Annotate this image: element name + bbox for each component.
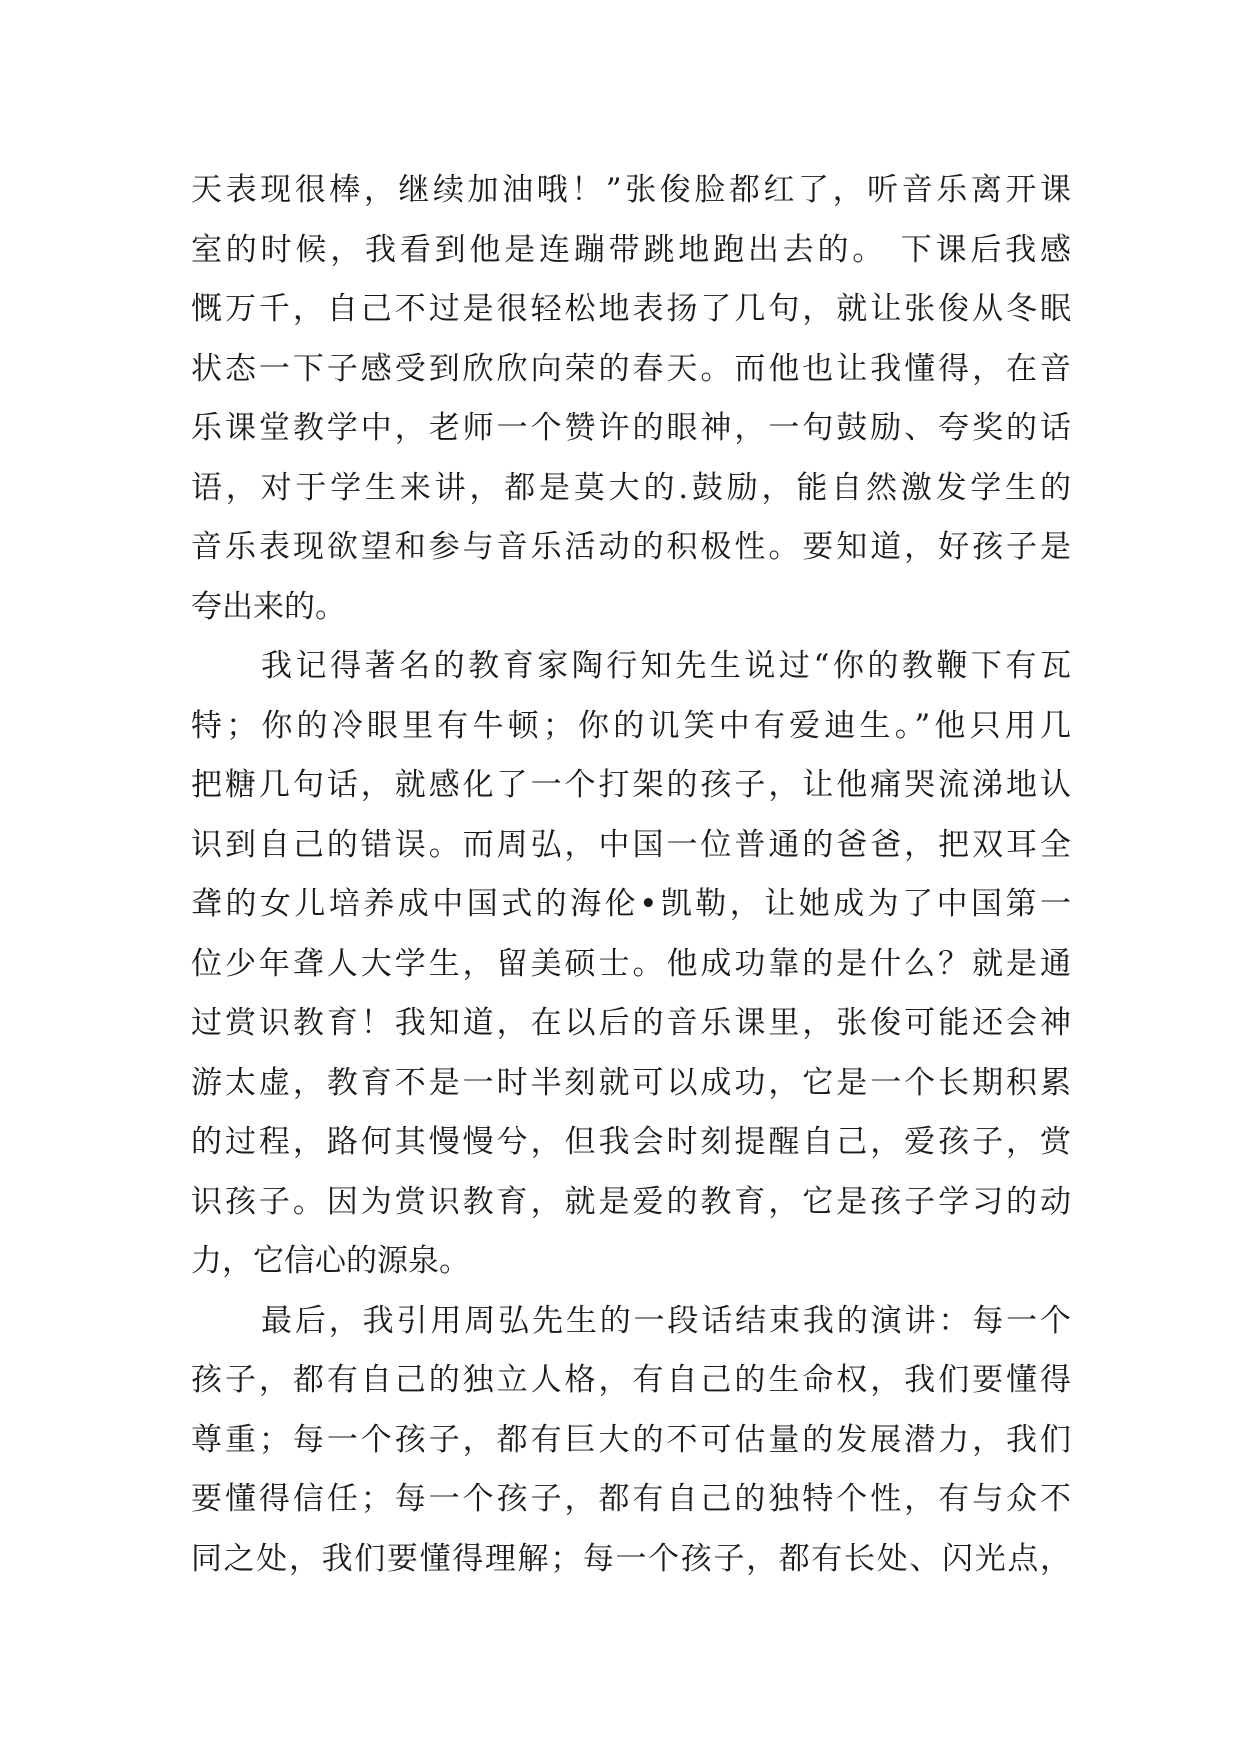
text-line: 过赏识教育！我知道，在以后的音乐课里，张俊可能还会神 [191,1005,1071,1041]
text-line: 的过程，路何其慢慢兮，但我会时刻提醒自己，爱孩子，赏 [191,1124,1071,1160]
text-line: 力，它信心的源泉。 [191,1243,470,1279]
text-line: 乐课堂教学中，老师一个赞许的眼神，一句鼓励、夸奖的话 [191,410,1071,446]
text-line: 夸出来的。 [191,588,346,625]
text-line: 状态一下子感受到欣欣向荣的春天。而他也让我懂得，在音 [191,350,1071,387]
body-text [191,161,1071,1589]
text-line: 识孩子。因为赏识教育，就是爱的教育，它是孩子学习的动 [191,1183,1071,1220]
text-line: 音乐表现欲望和参与音乐活动的积极性。要知道，好孩子是 [191,529,1071,565]
text-line: 室的时候，我看到他是连蹦带跳地跑出去的。 下课后我感 [191,231,1071,268]
text-line: 我记得著名的教育家陶行知先生说过“你的教鞭下有瓦 [261,648,1071,684]
text-line: 同之处，我们要懂得理解；每一个孩子，都有长处、闪光点， [191,1540,1071,1577]
text-line: 特；你的冷眼里有牛顿；你的讥笑中有爱迪生。”他只用几 [191,707,1071,744]
text-line: 位少年聋人大学生，留美硕士。他成功靠的是什么？就是通 [191,945,1071,982]
text-line: 游太虚，教育不是一时半刻就可以成功，它是一个长期积累 [191,1064,1071,1101]
text-line: 天表现很棒，继续加油哦！”张俊脸都红了，听音乐离开课 [191,172,1071,208]
text-line: 把糖几句话，就感化了一个打架的孩子，让他痛哭流涕地认 [191,767,1071,803]
text-line: 识到自己的错误。而周弘，中国一位普通的爸爸，把双耳全 [191,826,1071,863]
text-line: 最后，我引用周弘先生的一段话结束我的演讲：每一个 [261,1302,1071,1339]
text-line: 聋的女儿培养成中国式的海伦•凯勒，让她成为了中国第一 [191,886,1071,922]
text-line: 尊重；每一个孩子，都有巨大的不可估量的发展潜力，我们 [191,1421,1071,1458]
text-line: 慨万千，自己不过是很轻松地表扬了几句，就让张俊从冬眠 [191,291,1071,327]
text-line: 语，对于学生来讲，都是莫大的.鼓励，能自然激发学生的 [191,469,1071,506]
text-line: 孩子，都有自己的独立人格，有自己的生命权，我们要懂得 [191,1362,1071,1398]
text-line: 要懂得信任；每一个孩子，都有自己的独特个性，有与众不 [191,1481,1071,1517]
